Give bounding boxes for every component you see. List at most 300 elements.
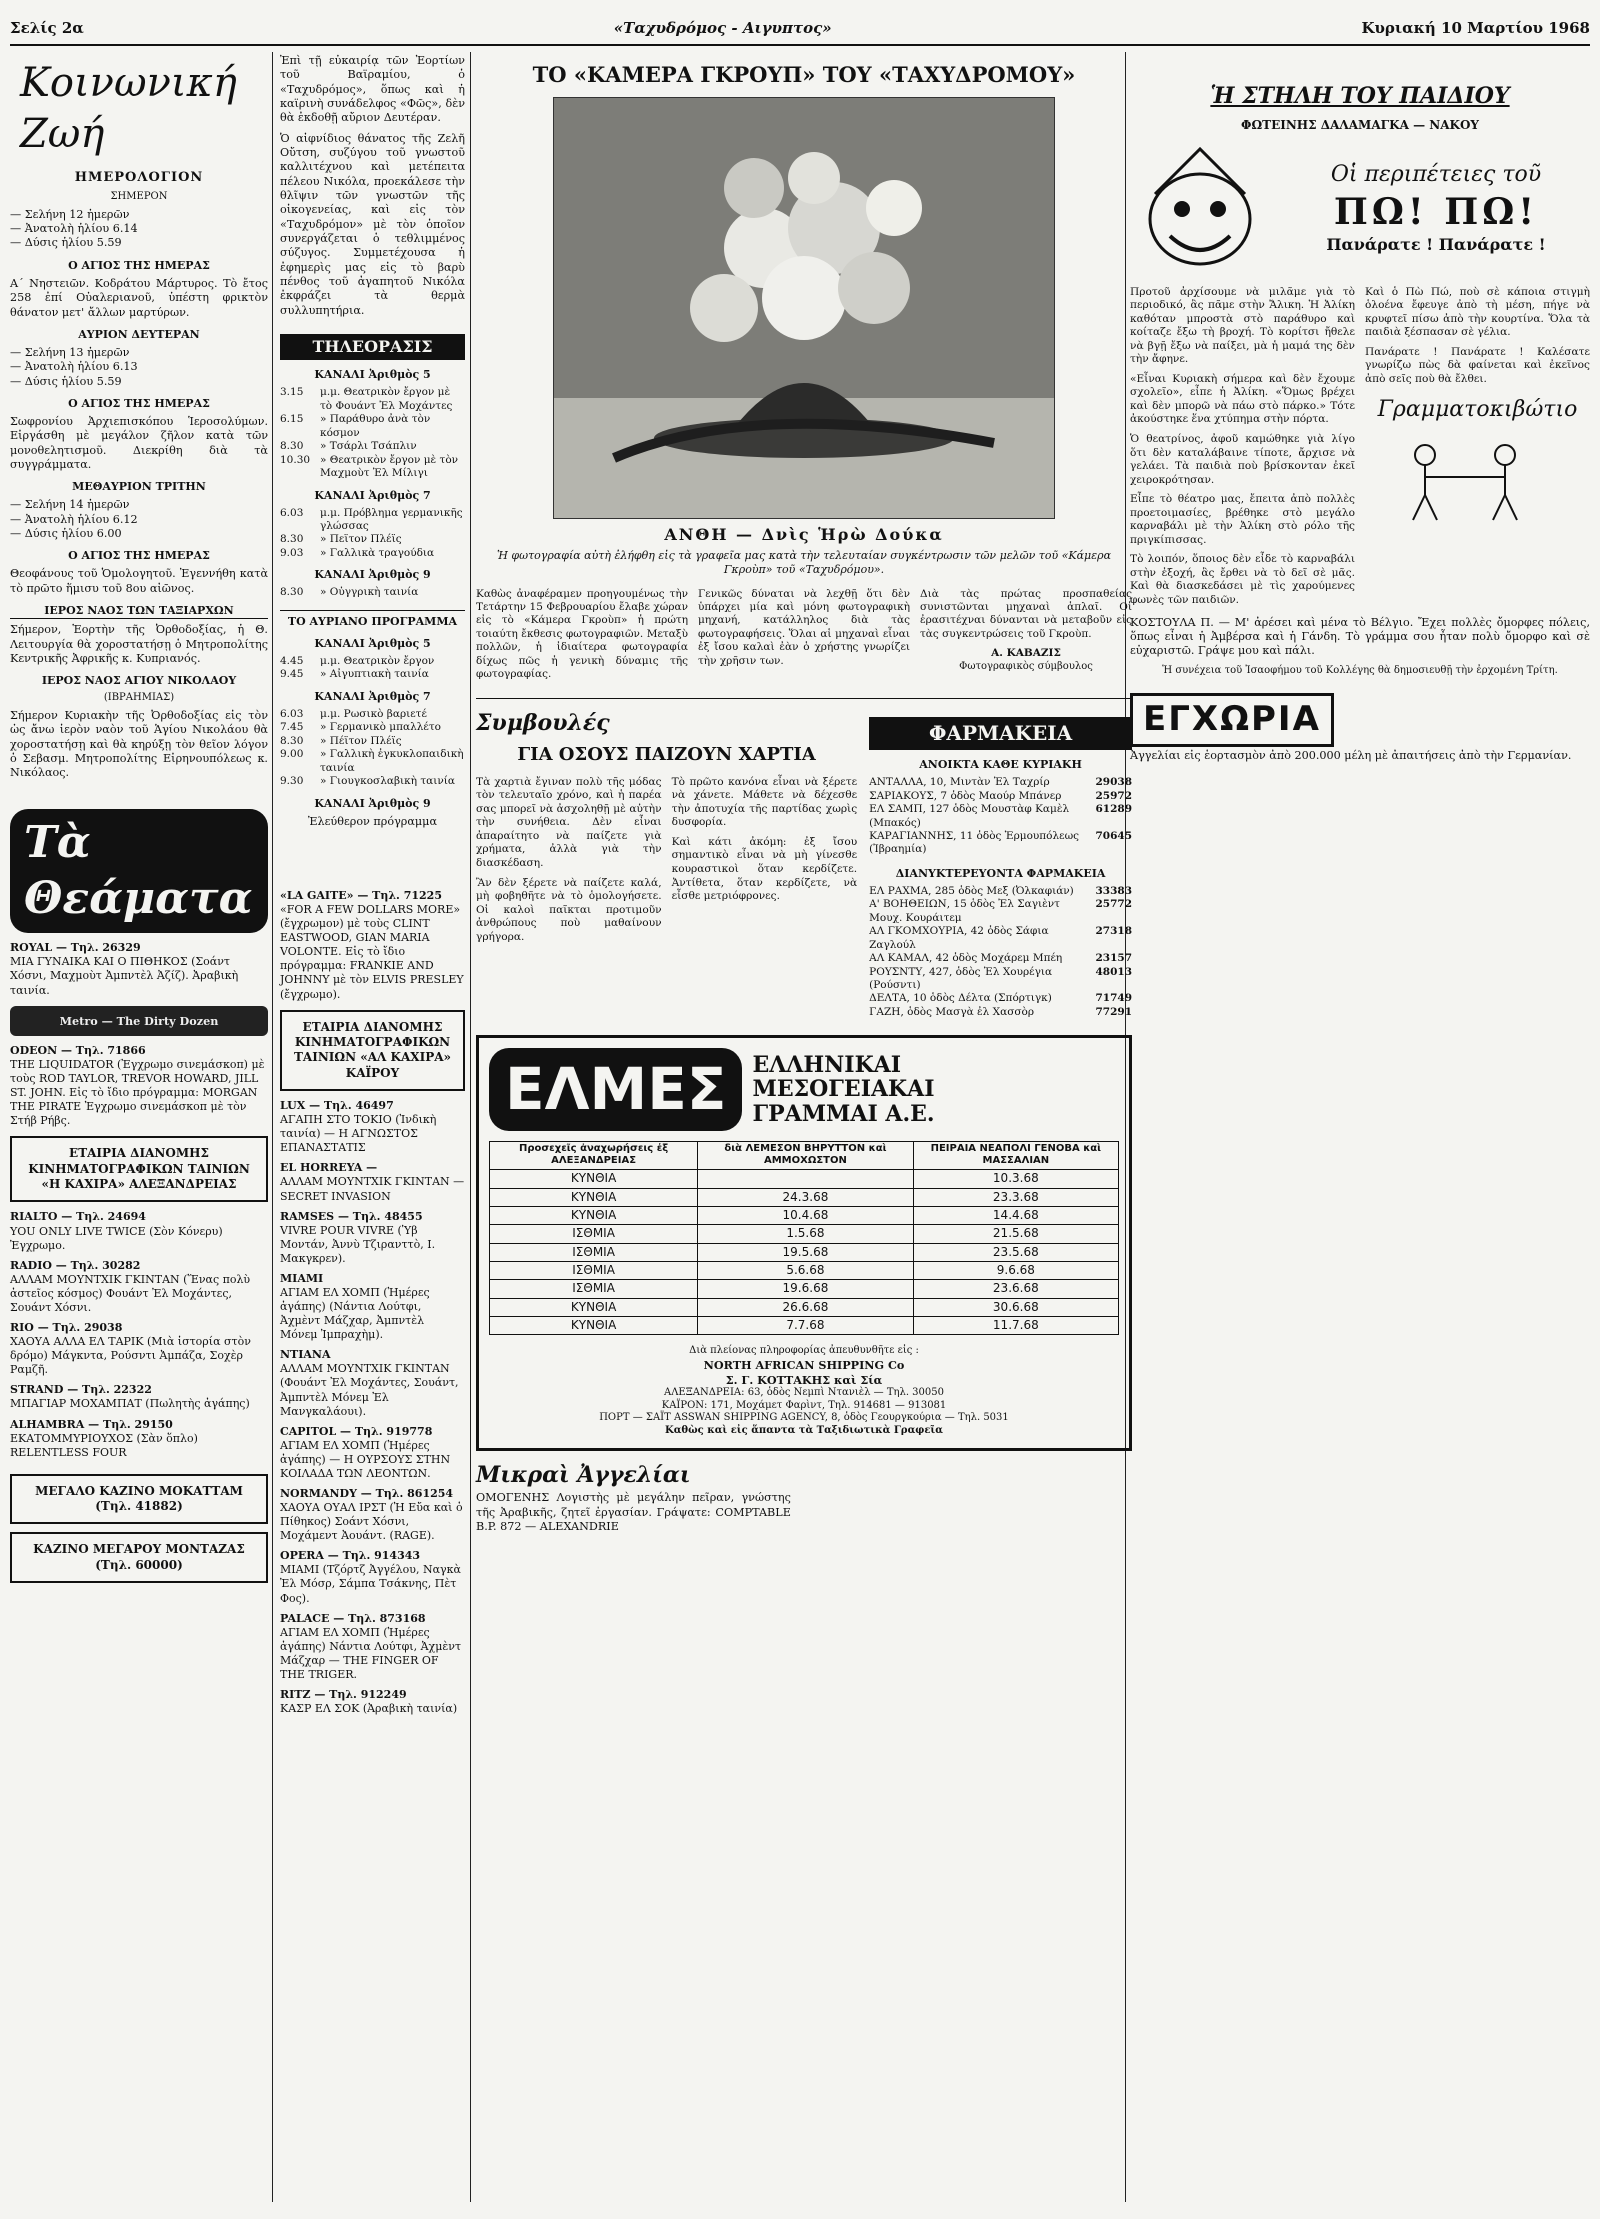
photo-caption-line: ΑΝΘΗ — Δνὶς Ἡρὼ Δούκα — [664, 524, 944, 544]
elmes-agent: Σ. Γ. ΚΟΤΤΑΚΗΣ καὶ Σία — [725, 1372, 883, 1387]
camera-group-title: ΤΟ «ΚΑΜΕΡΑ ΓΚΡΟΥΠ» ΤΟΥ «ΤΑΧΥΔΡΟΜΟΥ» — [532, 62, 1076, 87]
distribution-company-alexandria: ΕΤΑΙΡΙΑ ΔΙΑΝΟΜΗΣ ΚΙΝΗΜΑΤΟΓΡΑΦΙΚΩΝ ΤΑΙΝΙΩΝ «Η ΚΑΧΙΡΑ» ΑΛΕΞΑΝΔΡΕΙΑΣ — [10, 1136, 268, 1202]
cinema-name: ROYAL — Τηλ. 26329 — [10, 941, 141, 955]
pharmacy-phone: 48013 — [1095, 965, 1132, 978]
cinema-listing — [280, 1272, 465, 1342]
flowers-photo — [553, 97, 1055, 519]
tv-time: 6.03 — [280, 506, 304, 519]
newspaper-name: «Ταχυδρόμος - Αιγυπτος» — [613, 19, 832, 37]
pharmacy-open-label: ΑΝΟΙΚΤΑ ΚΑΘΕ ΚΥΡΙΑΚΗ — [919, 758, 1082, 772]
advice-article-title: ΓΙΑ ΟΣΟΥΣ ΠΑΙΖΟΥΝ ΧΑΡΤΙΑ — [517, 743, 816, 765]
tv-time: 8.30 — [280, 533, 304, 546]
pharmacy-phone: 33383 — [1095, 884, 1132, 897]
tv-row — [280, 668, 465, 681]
ship-name: ΙΣΘΜΙΑ — [490, 1243, 698, 1261]
pharmacy-phone: 27318 — [1095, 925, 1132, 938]
cinema-name: ALHAMBRA — Τηλ. 29150 — [10, 1417, 173, 1431]
cinema-listing — [280, 1348, 465, 1418]
cinema-program: ΑΓΙΑΜ ΕΛ ΧΟΜΠ (Ἡμέρες ἀγάπης) Νάντια Λούτφι, Ἀχμὲντ Μάζχαρ — THE FINGER OF THE TRIGER. — [280, 1625, 462, 1681]
tv-program: » Πεϊτον Πλέϊς — [320, 533, 402, 546]
departure-east: 26.6.68 — [698, 1298, 913, 1316]
kids-story-body — [1130, 284, 1590, 614]
casino-montaza-ad: ΚΑΖΙΝΟ ΜΕΓΑΡΟΥ ΜΟΝΤΑΖΑΣ (Τηλ. 60000) — [10, 1532, 268, 1583]
tv-program: » Γαλλικὴ ἐγκυκλοπαιδικὴ ταινία — [320, 748, 464, 774]
schedule-row — [490, 1170, 1119, 1188]
issue-date: Κυριακή 10 Μαρτίου 1968 — [1361, 19, 1590, 37]
tv-channel: ΚΑΝΑΛΙ Ἀριθμὸς 5 — [314, 636, 431, 650]
pharmacy-phone: 29038 — [1095, 776, 1132, 789]
distribution-company-cairo: ΕΤΑΙΡΙΑ ΔΙΑΝΟΜΗΣ ΚΙΝΗΜΑΤΟΓΡΑΦΙΚΩΝ ΤΑΙΝΙΩΝ «ΑΛ ΚΑΧΙΡΑ» ΚΑΪΡΟΥ — [280, 1010, 465, 1091]
departure-east — [698, 1170, 913, 1188]
schedule-row — [490, 1206, 1119, 1224]
pharmacy-row — [869, 966, 1132, 993]
tv-row — [280, 721, 465, 734]
tv-channel: ΚΑΝΑΛΙ Ἀριθμὸς 7 — [314, 689, 431, 703]
tv-program: » Τσάρλι Τσάπλιν — [320, 440, 417, 453]
pharmacy-name: ΑΛ ΓΚΟΜΧΟΥΡΙΑ, 42 ὁδὸς Σάφια Ζαγλούλ — [869, 925, 1049, 951]
saint-day-after-text: Θεοφάνους τοῦ Ὁμολογητοῦ. Ἐγεννήθη κατὰ τὸ πρῶτο ἥμισυ τοῦ 8ου αἰῶνος. — [10, 567, 268, 595]
cinema-program: VIVRE POUR VIVRE (Ὑβ Μοντάν, Ἀννὺ Τζιρανττὸ, Ι. Μακγκρεν). — [280, 1223, 436, 1265]
day-after-line: — Σελήνη 14 ἡμερῶν — [10, 498, 130, 512]
cinema-program: ΧΑΟΥΑ ΟΥΑΛ ΙΡΣΤ (Ἡ Εὔα καὶ ὁ Πίθηκος) Σοάντ Χόσνι, Μοχάμεντ Ἀουάντ. (RAGE). — [280, 1501, 463, 1543]
camera-paragraph: Γενικῶς δύναται νὰ λεχθῇ ὅτι δὲν ὑπάρχει μία καὶ μόνη φωτογραφικὴ μηχανή, κατάλληλος διὰ τὰς φωτογραφήσεις. Ὅλαι αἱ μηχαναὶ εἶναι ἐξ ἴσου καλαὶ ἐὰν ὁ χρήστης γνωρίζει τὴν χρῆσιν των. — [698, 587, 910, 667]
cinema-program: ΜΙΑΜΙ (Τζόρτζ Ἀγγέλου, Ναγκὰ Ἐλ Μόσρ, Σάμπα Τσάκνης, Πὲτ Φος). — [280, 1563, 461, 1605]
departure-east: 19.5.68 — [698, 1243, 913, 1261]
pharmacy-row — [869, 776, 1132, 789]
saint-day-after-title: Ο ΑΓΙΟΣ ΤΗΣ ΗΜΕΡΑΣ — [68, 549, 210, 563]
tv-title: ΤΗΛΕΟΡΑΣΙΣ — [280, 334, 465, 360]
tv-time: 8.30 — [280, 734, 304, 747]
ship-name: ΙΣΘΜΙΑ — [490, 1261, 698, 1279]
tv-row — [280, 413, 465, 440]
cinema-listing — [280, 1099, 465, 1155]
camera-paragraph: Διὰ τὰς πρώτας προσπαθείας συνιστῶνται μηχαναὶ ἁπλαῖ. Οἱ ἐρασιτέχναι δύνανται νὰ μεταβοῦν εἰς τὰς συγκεντρώσεις τοῦ Γκροὺπ. — [920, 587, 1132, 640]
camera-article-col — [920, 586, 1132, 688]
cinema-name: «LA GAITE» — Τηλ. 71225 — [280, 889, 442, 902]
schedule-row — [490, 1317, 1119, 1335]
departure-west: 14.4.68 — [913, 1206, 1118, 1224]
page-header — [10, 12, 1590, 46]
cinema-name: LUX — Τηλ. 46497 — [280, 1099, 394, 1113]
pharmacy-name: ΓΑΖΗ, ὁδὸς Μασγὰ ἐλ Χασσὸρ — [869, 1005, 1035, 1018]
kids-story-name: ΠΩ! ΠΩ! — [1333, 191, 1539, 234]
tv-schedule — [280, 386, 465, 480]
advice-col — [476, 774, 662, 951]
departure-west: 23.6.68 — [913, 1280, 1118, 1298]
elmes-address: ΚΑΪΡΟΝ: 171, Μοχάμετ Φαρὶντ, Τηλ. 914681 — 913081 — [661, 1399, 947, 1411]
tv-row — [280, 708, 465, 721]
cinema-listing — [280, 1688, 465, 1716]
elmes-address: ΑΛΕΞΑΝΔΡΕΙΑ: 63, ὁδὸς Νεμπὶ Ντανιὲλ — Τηλ. 30050 — [663, 1386, 944, 1398]
tv-program: μ.μ. Θεατρικὸν ἔργον μὲ τὸ Φουάντ Ἐλ Μοχάντες — [320, 386, 453, 412]
cinema-name: RIALTO — Τηλ. 24694 — [10, 1210, 146, 1224]
casino-mokattam-ad: ΜΕΓΑΛΟ ΚΑΖΙΝΟ ΜΟΚΑΤΤΑΜ (Τηλ. 41882) — [10, 1474, 268, 1525]
departure-east: 7.7.68 — [698, 1317, 913, 1335]
notices-column — [280, 52, 465, 1722]
cinema-program: THE LIQUIDATOR (Ἐγχρωμο σινεμάσκοπ) μὲ τοὺς ROD TAYLOR, TREVOR HOWARD, JILL ST. JOHN. Εἰς τὸ ἴδιο πρόγραμμα: MORGAN THE PIRATE Ἐγχρωμο σινεμάσκοπ μὲ τὸν Στήβ Ρήβς. — [10, 1058, 265, 1128]
cinema-name: MIAMI — [280, 1271, 324, 1285]
ship-name: ΚΥΝΘΙΑ — [490, 1188, 698, 1206]
pharmacy-phone: 25772 — [1095, 898, 1132, 911]
church1-title: ΙΕΡΟΣ ΝΑΟΣ ΤΩΝ ΤΑΞΙΑΡΧΩΝ — [10, 604, 268, 619]
tv-program: » Παράθυρο ἀνὰ τὸν κόσμον — [320, 413, 431, 439]
elmes-agent: NORTH AFRICAN SHIPPING Co — [703, 1358, 905, 1373]
schedule-row — [490, 1225, 1119, 1243]
church2-sub: (ΙΒΡΑΗΜΙΑΣ) — [103, 692, 175, 704]
kids-col — [1130, 284, 1355, 614]
advice-section-title: Συμβουλές — [476, 709, 610, 736]
advice-paragraph: Ἂν δὲν ξέρετε νὰ παίζετε καλά, μὴ φοβηθῆτε νὰ τὸ ὁμολογήσετε. Οἱ καλοὶ παῖκται προτιμοῦν ἀνθρώπους ποὺ μαθαίνουν γρήγορα. — [476, 876, 662, 943]
tv-channel: ΚΑΝΑΛΙ Ἀριθμὸς 9 — [314, 796, 431, 810]
cinema-name: RIO — Τηλ. 29038 — [10, 1321, 123, 1335]
today-line: — Ἀνατολὴ ἡλίου 6.14 — [10, 222, 138, 236]
egxoria-text: Ἀγγελίαι εἰς ἑορτασμὸν ἀπὸ 200.000 μέλη μὲ ἀπαιτήσεις ἀπὸ τὴν Γερμανίαν. — [1130, 748, 1572, 762]
sailing-schedule-table — [489, 1141, 1119, 1336]
cinema-listing — [280, 1161, 465, 1203]
tv-row — [280, 386, 465, 413]
cinema-listing — [280, 889, 465, 1002]
departure-east: 10.4.68 — [698, 1206, 913, 1224]
pharmacy-name: ΣΑΡΙΑΚΟΥΣ, 7 ὁδὸς Μαούρ Μπάνερ — [869, 789, 1062, 802]
pharmacy-row — [869, 952, 1132, 965]
advice-paragraph: Τὸ πρῶτο κανόνα εἶναι νὰ ξέρετε νὰ χάνετε. Μάθετε νὰ δέχεσθε τὴν ἀποτυχία τῆς παρτίδας χωρὶς δυσφορία. — [671, 775, 858, 829]
tv-time: 6.15 — [280, 413, 304, 426]
tv-time: 4.45 — [280, 655, 304, 668]
cinema-name: CAPITOL — Τηλ. 919778 — [280, 1424, 433, 1438]
elmes-ad — [476, 1035, 1132, 1451]
cinema-name: NTIANA — [280, 1348, 331, 1362]
pharmacy-name: ΚΑΡΑΓΙΑΝΝΗΣ, 11 ὁδὸς Ἑρμουπόλεως (Ἰβραημία) — [869, 829, 1080, 856]
elmes-info: Διὰ πλείονας πληροφορίας ἀπευθυνθῆτε εἰς : — [689, 1345, 919, 1357]
page-number: Σελίς 2α — [10, 19, 84, 37]
kids-paragraph: Τὸ λοιπόν, ὅποιος δὲν εἶδε τὸ καρναβάλι στὴν ἐξοχή, ἂς ἔρθει νὰ τὸ δεῖ σὲ μᾶς. Καὶ θὰ διασκεδάσει μὲ τὶς χαρούμενες φωνὲς τῶν παιδιῶν. — [1130, 553, 1355, 606]
tv-row — [280, 735, 465, 748]
theamata-banner: Τὰ Θεάματα — [10, 809, 268, 934]
tomorrow-tv-title: ΤΟ ΑΥΡΙΑΝΟ ΠΡΟΓΡΑΜΜΑ — [280, 610, 465, 629]
column-rule — [470, 52, 471, 2202]
cinema-listing — [280, 1425, 465, 1481]
camera-signature: Α. ΚΑΒΑΖΙΣ — [991, 647, 1061, 660]
saint-today-text: Α΄ Νηστειῶν. Κοδράτου Μάρτυρος. Τὸ ἔτος 258 ἐπί Οὐαλεριανοῦ, ὑπέστη φρικτὸν θάνατον μετ' ἄλλων μαρτύρων. — [10, 276, 268, 319]
cinema-listing — [10, 941, 268, 997]
departure-west: 10.3.68 — [913, 1170, 1118, 1188]
photo-title: ΑΝΘΗ — [664, 524, 729, 544]
church2-text: Σήμερον Κυριακὴν τῆς Ὀρθοδοξίας εἰς τὸν ὡς ἄνω ἱερὸν ναὸν τοῦ Ἁγίου Νικολάου θὰ χοροστατήσῃ καὶ θὰ κηρύξῃ τὸν θεῖον λόγον ὁ Σεβασμ. Μητροπολίτης Εἰρηνουπόλεως κ. Νικόλαος. — [10, 709, 268, 780]
tv-program: » Γερμανικὸ μπαλλέτο — [320, 721, 441, 734]
church1-text: Σήμερον, Ἑορτὴν τῆς Ὀρθοδοξίας, ἡ Θ. Λειτουργία θὰ χοροστατήσῃ ὁ Μητροπολίτης Κεντρικῆς Ἀφρικῆς κ. Κυπριανός. — [10, 623, 268, 665]
saint-tomorrow-title: Ο ΑΓΙΟΣ ΤΗΣ ΗΜΕΡΑΣ — [68, 396, 210, 410]
pharmacy-row — [869, 885, 1132, 898]
day-after-line: — Ἀνατολὴ ἡλίου 6.12 — [10, 512, 138, 526]
cinema-name: RITZ — Τηλ. 912249 — [280, 1688, 407, 1702]
schedule-header-row — [490, 1141, 1119, 1170]
photo-caption: Ἡ φωτογραφία αὐτὴ ἐλήφθη εἰς τὰ γραφεῖα μας κατὰ τὴν τελευταίαν συγκέντρωσιν τῶν μελῶν τοῦ «Κάμερα Γκροὺπ» τοῦ «Ταχυδρόμου». — [496, 549, 1112, 577]
schedule-row — [490, 1243, 1119, 1261]
camera-article-col — [476, 586, 688, 688]
tv-program: » Θεατρικὸν ἔργον μὲ τὸν Μαχμοὺτ Ἐλ Μίλιγι — [320, 453, 459, 480]
cinema-name: EL HORREYA — — [280, 1161, 378, 1175]
tv-time: 10.30 — [280, 453, 311, 466]
cinema-program: ΑΓΙΑΜ ΕΛ ΧΟΜΠ (Ἡμέρες ἀγάπης) (Νάντια Λούτφι, Ἀχμὲντ Μάζχαρ, Ἀμπντὲλ Μόνεμ Ἰμπραχὴμ). — [280, 1286, 430, 1342]
elmes-name-line: ΜΕΣΟΓΕΙΑΚΑΙ — [752, 1076, 935, 1103]
camera-paragraph: Καθὼς ἀναφέραμεν προηγουμένως τὴν Τετάρτην 15 Φεβρουαρίου ἔλαβε χώραν εἰς τὸ «Κάμερα Γκροὺπ» ἡ πρώτη τοιαύτη ἔκθεσις φωτογραφιῶν. Μεταξὺ πολλῶν, ἡ ἰδιαίτερα φωτογραφία δίχως πῶς ἡ γενικὴ δύναμις τῆς φωτογραφίας. — [476, 587, 688, 681]
advice-section — [476, 709, 857, 1020]
tv-time: 9.45 — [280, 668, 304, 681]
classified-section — [476, 1461, 791, 1534]
camera-article — [476, 586, 1132, 688]
departure-east: 1.5.68 — [698, 1225, 913, 1243]
day-after-line: — Δύσις ἡλίου 6.00 — [10, 527, 122, 541]
pharmacy-name: ΑΛ ΚΑΜΑΛ, 42 ὁδὸς Μοχάρεμ Μπέη — [869, 952, 1063, 965]
kids-paragraph: Καὶ ὁ Πὼ Πώ, ποὺ σὲ κάποια στιγμὴ ὁλοένα ἔφευγε ἀπὸ τὴ μέση, πήγε νὰ κρυφτεῖ πίσω ἀπὸ τὴν κουρτίνα. Ὅλα τὰ παιδιὰ ξέσπασαν σὲ γέλια. — [1365, 285, 1590, 339]
day-after-label: ΜΕΘΑΥΡΙΟΝ ΤΡΙΤΗΝ — [72, 480, 206, 494]
ship-name: ΚΥΝΘΙΑ — [490, 1298, 698, 1316]
kids-continuation: Ἡ συνέχεια τοῦ Ἰσαοφήμου τοῦ Κολλέγης θὰ δημοσιευθῇ τὴν ἐρχομένη Τρίτη. — [1162, 664, 1558, 676]
pharmacy-row — [869, 1006, 1132, 1019]
kids-header — [1130, 144, 1590, 274]
kids-column — [1130, 52, 1590, 769]
cinema-listing — [10, 1259, 268, 1315]
tv-program: » Γιουγκοσλαβικὴ ταινία — [320, 775, 455, 788]
tv-time: 8.30 — [280, 440, 304, 453]
kids-paragraph: Ὁ θεατρίνος, ἀφοῦ καμώθηκε γιὰ λίγο ὅτι δὲν καταλάβαινε τίποτε, ἄρχισε νὰ γελάει. Τὰ παιδιὰ ποὺ βρίσκονταν ἐκεῖ χειροκρότησαν. — [1130, 432, 1355, 486]
cinema-program: ΜΠΑΓΙΑΡ ΜΟΧΑΜΠΑΤ (Πωλητὴς ἀγάπης) — [10, 1397, 250, 1411]
tv-row — [280, 440, 465, 453]
tv-row — [280, 533, 465, 546]
elmes-name-line: ΓΡΑΜΜΑΙ Α.Ε. — [752, 1100, 935, 1127]
cinema-listings-right — [280, 889, 465, 1716]
kids-paragraph: «Εἶναι Κυριακὴ σήμερα καὶ δὲν ἔχουμε σχολεῖο», εἶπε ἡ Ἀλίκη. «Ὅμως βρέχει καὶ δὲν μπορῶ νὰ πάω στὸ πάρκο.» Τότε ἀκούστηκε ἕνα χτύπημα στὴν πόρτα. — [1130, 372, 1355, 426]
saint-tomorrow-text: Σωφρονίου Ἀρχιεπισκόπου Ἱεροσολύμων. Εἰργάσθη μὲ μεγάλον ζῆλον κατὰ τῶν μονοθελητισμοῦ. Διεκρίθη διὰ τὰ συγγράμματα. — [10, 414, 268, 471]
kids-story-title-block — [1282, 161, 1590, 256]
tv-program: » Αἰγυπτιακὴ ταινία — [320, 668, 429, 681]
tv-program-text: Ἐλεύθερον πρόγραμμα — [307, 814, 437, 828]
cinema-listing — [10, 1418, 268, 1460]
cinema-program: ΜΙΑ ΓΥΝΑΙΚΑ ΚΑΙ Ο ΠΙΘΗΚΟΣ (Σοάντ Χόσνι, Μαχμοὺτ Ἀμπντὲλ Ἀζίζ). Ἀραβικὴ ταινία. — [10, 955, 239, 997]
kids-paragraph: Προτοῦ ἀρχίσουμε νὰ μιλᾶμε γιὰ τὸ περιοδικό, ἂς πᾶμε στὴν Ἄλικη. Ἡ Ἀλίκη καθόταν μπροστὰ στὸ παράθυρο καὶ κοίταζε ἔξω τὴ βροχή. Τὸ κορίτσι ἤθελε νὰ βγῇ ἔξω νὰ παίξει, μὰ ἡ μαμά της δὲν τὴν ἄφηνε. — [1130, 285, 1355, 366]
church2-title: ΙΕΡΟΣ ΝΑΟΣ ΑΓΙΟΥ ΝΙΚΟΛΑΟΥ — [41, 674, 237, 688]
pharmacy-row — [869, 925, 1132, 952]
tv-row — [280, 454, 465, 481]
obituary-notice: Ὁ αἰφνίδιος θάνατος τῆς Ζελῆ Οὔτση, συζύγου τοῦ γνωστοῦ καλλιτέχνου καὶ μετέπειτα πέλεου Νικόλα, προεκάλεσε τὴν θλῖψιν τῶν γνωστῶν τῆς οἰκογενείας, καὶ εἰς τὸν «Ταχυδρόμον» μὲ τὸν ὁποῖον συνεργάζεται ὁ τεθλιμμένος σύζυγος. Συμμετέχουσα ἡ ἐφημερὶς μας εἰς τὸ βαρὺ πένθος τοῦ ἀγαπητοῦ Νικόλα ἐκφράζει τὰ θερμὰ συλλυπητήρια. — [280, 131, 465, 317]
pharmacy-row — [869, 790, 1132, 803]
cinema-listing — [10, 1383, 268, 1411]
tv-row — [280, 655, 465, 668]
kids-paragraph: Εἶπε τὸ θέατρο μας, ἔπειτα ἀπὸ πολλὲς προετοιμασίες, βρέθηκε στὸ μεγάλο καρναβάλι μὲ τὴν Ἀλίκη στὸ ρόλο τῆς πριγκίπισσας. — [1130, 493, 1355, 546]
kids-paragraph: Πανάρατε ! Πανάρατε ! Καλέσατε γνωρίζω πὼς δὰ φαίνεται καὶ ἐκεῖνος ἀπὸ σεῖς ποὺ θὰ ἔλθει. — [1365, 345, 1590, 385]
classified-text: ΟΜΟΓΕΝΗΣ Λογιστὴς μὲ μεγάλην πεῖραν, γνώστης τῆς Ἀραβικῆς, ζητεῖ ἐργασίαν. Γράψατε: COMPTABLE B.P. 872 — ALEXANDRIE — [476, 1491, 791, 1533]
tv-row — [280, 748, 465, 775]
cinema-listing — [10, 1044, 268, 1128]
elmes-name — [752, 1053, 934, 1126]
photo-author: Δνὶς Ἡρὼ Δούκα — [761, 524, 944, 544]
departure-east: 5.6.68 — [698, 1261, 913, 1279]
flowers-illustration — [554, 98, 1054, 518]
schedule-header: ΠΕΙΡΑΙΑ ΝΕΑΠΟΛΙ ΓΕΝΟΒΑ καὶ ΜΑΣΣΑΛΙΑΝ — [913, 1141, 1118, 1170]
cinema-program: ΑΛΛΑΜ ΜΟΥΝΤΧΙΚ ΓΚΙΝΤΑΝ — SECRET INVASION — [280, 1175, 465, 1203]
advice-col — [672, 774, 858, 951]
tv-time: 9.30 — [280, 775, 304, 788]
tomorrow-line: — Σελήνη 13 ἡμερῶν — [10, 345, 130, 359]
schedule-header: διὰ ΛΕΜΕΣΟΝ ΒΗΡΥΤΤΟΝ καὶ ΑΜΜΟΧΩΣΤΟΝ — [698, 1141, 913, 1170]
pharmacy-duty-title: ΔΙΑΝΥΚΤΕΡΕΥΟΝΤΑ ΦΑΡΜΑΚΕΙΑ — [895, 866, 1106, 880]
egxoria-title: ΕΓΧΩΡΙΑ — [1130, 693, 1334, 747]
kids-mailbox-title: Γραμματοκιβώτιο — [1377, 397, 1578, 423]
cinema-name: NORMANDY — Τηλ. 861254 — [280, 1487, 454, 1501]
ship-name: ΚΥΝΘΙΑ — [490, 1206, 698, 1224]
tv-program: » Οὐγγρικὴ ταινία — [320, 586, 419, 599]
movie-ad: Metro — The Dirty Dozen — [10, 1006, 268, 1036]
pharmacy-name: ΡΟΥΣΝΤΥ, 427, ὁδὸς Ἐλ Χουρέγια (Ρούσντι) — [869, 965, 1053, 991]
advice-article-body — [476, 774, 857, 951]
cinema-program: YOU ONLY LIVE TWICE (Σὸν Κόνερυ) Ἐγχρωμο. — [10, 1224, 223, 1252]
tv-row — [280, 507, 465, 534]
cinema-listing — [280, 1612, 465, 1682]
cinema-listing — [280, 1549, 465, 1605]
camera-article-col — [698, 586, 910, 688]
main-column — [476, 52, 1132, 1540]
cinema-program: ΑΛΛΑΜ ΜΟΥΝΤΧΙΚ ΓΚΙΝΤΑΝ (Φουάντ Ἐλ Μοχάντες, Σουάντ, Ἀμπντὲλ Μόνεμ Ἐλ Μανγκαλάουι). — [280, 1362, 459, 1418]
tv-row — [280, 547, 465, 560]
departure-west: 9.6.68 — [913, 1261, 1118, 1279]
ship-name: ΚΥΝΘΙΑ — [490, 1170, 698, 1188]
camera-signature-role: Φωτογραφικὸς σύμβουλος — [959, 660, 1093, 672]
tv-program: » Γαλλικὰ τραγούδια — [320, 546, 435, 559]
schedule-row — [490, 1298, 1119, 1316]
tomorrow-line: — Ἀνατολὴ ἡλίου 6.13 — [10, 360, 138, 374]
children-drawing-icon — [1365, 435, 1575, 525]
calendar-title: ΗΜΕΡΟΛΟΓΙΟΝ — [74, 170, 204, 186]
holiday-notice: Ἐπὶ τῇ εὐκαιρίᾳ τῶν Ἑορτίων τοῦ Βαϊραμίου, ὁ «Ταχυδρόμος», ὅπως καὶ ἡ καϊρινὴ συνάδελφος «Φῶς», δὲν θὰ ἐκδοθῇ αὔριον Δευτέραν. — [280, 54, 465, 125]
cinema-listing — [280, 1487, 465, 1543]
kids-letter: ΚΟΣΤΟΥΛΑ Π. — Μ' ἀρέσει καὶ μένα τὸ Βέλγιο. Ἔχει πολλὲς ὄμορφες πόλεις, ὅπως εἶναι ἡ Ἀμβέρσα καὶ ἡ Γάνδη. Τὸ γράμμα σου ἦταν πολὺ ὄμορφο καὶ σὲ εὐχαριστῶ. Γράψε μου καὶ πάλι. — [1130, 615, 1590, 658]
schedule-row — [490, 1261, 1119, 1279]
elmes-footer: Καθὼς καὶ εἰς ἅπαντα τὰ Ταξιδιωτικὰ Γραφεῖα — [665, 1425, 943, 1437]
schedule-row — [490, 1280, 1119, 1298]
tv-schedule — [280, 507, 465, 561]
pharmacy-name: ΑΝΤΑΛΛΑ, 10, Μιντὰν Ἐλ Ταχρίρ — [869, 776, 1050, 789]
today-label: ΣΗΜΕΡΟΝ — [110, 191, 168, 202]
clown-face-icon — [1130, 144, 1270, 274]
advice-paragraph: Καὶ κάτι ἀκόμη: ἐξ ἴσου σημαντικὸ εἶναι νὰ μὴ γίνεσθε κουραστικοὶ ὅταν κερδίζετε. Ἀντίθετα, ὅταν κερδίζετε, νὰ εἶσθε μετριόφρονες. — [671, 835, 858, 903]
cinema-program: «FOR A FEW DOLLARS MORE» (ἔγχρωμον) μὲ τοὺς CLINT EASTWOOD, GIAN MARIA VOLONTE. Εἰς τὸ ἴδιο πρόγραμμα: FRANKIE AND JOHNNY μὲ τὸν ELVIS PRESLEY (ἔγχρωμο). — [280, 903, 464, 1001]
departure-west: 23.5.68 — [913, 1243, 1118, 1261]
elmes-logo: ΕΛΜΕΣ — [489, 1048, 742, 1130]
lower-main — [476, 709, 1132, 1020]
tv-time: 9.00 — [280, 748, 304, 761]
pharmacy-list — [869, 776, 1132, 857]
section-divider — [476, 698, 1132, 699]
pharmacy-row — [869, 830, 1132, 857]
ship-name: ΙΣΘΜΙΑ — [490, 1280, 698, 1298]
departure-east: 24.3.68 — [698, 1188, 913, 1206]
schedule-row — [490, 1188, 1119, 1206]
classified-title: Μικραὶ Ἀγγελίαι — [476, 1462, 691, 1489]
pharmacy-name: ΕΛ ΡΑΧΜΑ, 285 ὁδὸς Μεξ (Ὀλκαφιάν) — [869, 884, 1074, 897]
kids-col — [1365, 284, 1590, 614]
cinema-name: RAMSES — Τηλ. 48455 — [280, 1209, 423, 1223]
pharmacy-phone: 25972 — [1095, 789, 1132, 802]
kids-story-title: Οἱ περιπέτειες τοῦ — [1330, 162, 1542, 188]
tomorrow-label: ΑΥΡΙΟΝ ΔΕΥΤΕΡΑΝ — [78, 327, 200, 341]
cinema-name: PALACE — Τηλ. 873168 — [280, 1611, 426, 1625]
pharmacy-row — [869, 803, 1132, 830]
cinema-name: RADIO — Τηλ. 30282 — [10, 1258, 141, 1272]
departure-west: 30.6.68 — [913, 1298, 1118, 1316]
pharmacy-section — [869, 709, 1132, 1020]
column-rule — [272, 52, 273, 2202]
cinema-program: ΚΑΣΡ ΕΛ ΣΟΚ (Ἀραβικὴ ταινία) — [280, 1702, 458, 1716]
schedule-header: Προσεχεῖς ἀναχωρήσεις ἐξ ΑΛΕΞΑΝΔΡΕΙΑΣ — [490, 1141, 698, 1170]
pharmacy-list — [869, 885, 1132, 1019]
tv-time: 8.30 — [280, 586, 304, 599]
pharmacy-phone: 23157 — [1095, 952, 1132, 965]
pharmacy-name: ΕΛ ΣΑΜΠ, 127 ὁδὸς Μουστὰφ Καμὲλ (Μπακός) — [869, 803, 1070, 829]
elmes-port: ΠΟΡΤ — ΣΑΪΤ ASSWAN SHIPPING AGENCY, 8, ὁδὸς Γεουργκούρια — Τηλ. 5031 — [599, 1412, 1009, 1424]
pharmacy-phone: 71749 — [1095, 992, 1132, 1005]
tv-time: 9.03 — [280, 546, 304, 559]
departure-west: 23.3.68 — [913, 1188, 1118, 1206]
pharmacy-row — [869, 992, 1132, 1005]
ship-name: ΚΥΝΘΙΑ — [490, 1317, 698, 1335]
pharmacy-phone: 77291 — [1095, 1005, 1132, 1018]
cinema-program: ΑΓΙΑΜ ΕΛ ΧΟΜΠ (Ἡμέρες ἀγάπης) — Η ΟΥΡΣΟΥΣ ΣΤΗΝ ΚΟΙΛΑΔΑ ΤΩΝ ΛΕΟΝΤΩΝ. — [280, 1438, 451, 1480]
departure-east: 19.6.68 — [698, 1280, 913, 1298]
elmes-header — [489, 1048, 1119, 1130]
kids-story-subtitle: Πανάρατε ! Πανάρατε ! — [1326, 235, 1546, 255]
tv-program: μ.μ. Πρόβλημα γερμανικῆς γλώσσας — [320, 506, 463, 533]
ship-name: ΙΣΘΜΙΑ — [490, 1225, 698, 1243]
cinema-program: ΕΚΑΤΟΜΜΥΡΙΟΥΧΟΣ (Σὰν ὅπλο) RELENTLESS FOUR — [10, 1431, 198, 1459]
elmes-name-line: ΕΛΛΗΝΙΚΑΙ — [752, 1052, 902, 1079]
departure-west: 11.7.68 — [913, 1317, 1118, 1335]
kids-author: ΦΩΤΕΙΝΗΣ ΔΑΛΑΜΑΓΚΑ — ΝΑΚΟΥ — [1241, 118, 1479, 133]
tv-program: μ.μ. Ρωσικὸ βαριετέ — [320, 707, 427, 720]
tv-row — [280, 586, 465, 599]
tv-channel: ΚΑΝΑΛΙ Ἀριθμὸς 7 — [314, 488, 431, 502]
pharmacy-name: ΔΕΛΤΑ, 10 ὁδὸς Δέλτα (Σπόρτιγκ) — [869, 992, 1052, 1005]
cinema-name: STRAND — Τηλ. 22322 — [10, 1383, 152, 1397]
tv-channel: ΚΑΝΑΛΙ Ἀριθμὸς 5 — [314, 368, 431, 382]
tv-time: 3.15 — [280, 386, 304, 399]
departure-west: 21.5.68 — [913, 1225, 1118, 1243]
cinema-listing — [10, 1321, 268, 1377]
social-column — [10, 52, 268, 1591]
cinema-program: ΧΑΟΥΑ ΑΛΛΑ ΕΛ ΤΑΡΙΚ (Μιὰ ἱστορία στὸν δρόμο) Μάγκντα, Ρούσντι Ἀμπάζα, Σοχὲρ Ραμζῆ. — [10, 1335, 251, 1377]
tv-schedule — [280, 586, 465, 599]
today-line: — Σελήνη 12 ἡμερῶν — [10, 207, 130, 221]
tv-channel: ΚΑΝΑΛΙ Ἀριθμὸς 9 — [314, 568, 431, 582]
pharmacy-name: Α' ΒΟΗΘΕΙΩΝ, 15 ὁδὸς Ἐλ Σαγιὲντ Μουχ. Κουράιτεμ — [869, 898, 1060, 924]
tv-row — [280, 775, 465, 788]
tv-time: 6.03 — [280, 707, 304, 720]
tv-program: » Πέϊτον Πλέϊς — [320, 734, 402, 747]
cinema-listing — [10, 1210, 268, 1252]
tv-time: 7.45 — [280, 721, 304, 734]
advice-paragraph: Τὰ χαρτιὰ ἔγιναν πολὺ τῆς μόδας τὸν τελευταῖο χρόνο, καὶ ἡ παρέα σας μπορεῖ νὰ ἀσχοληθῇ μὲ αὐτὴν τὴν συνήθεια. Δὲν εἶναι ἀπαραίτητο νὰ παίζετε γιὰ χρήματα, ἀλλὰ γιὰ τὴν διασκέδαση. — [476, 775, 662, 870]
cinema-program: ΑΓΑΠΗ ΣΤΟ ΤΟΚΙΟ (Ἰνδικὴ ταινία) — Η ΑΓΝΩΣΤΟΣ ΕΠΑΝΑΣΤΑΤΙΣ — [280, 1113, 437, 1155]
social-masthead: Κοινωνική Ζωή — [20, 60, 237, 158]
tv-program: μ.μ. Θεατρικὸν ἔργον — [320, 655, 435, 668]
cinema-name: ODEON — Τηλ. 71866 — [10, 1043, 146, 1057]
kids-banner: Ἡ ΣΤΗΛΗ ΤΟΥ ΠΑΙΔΙΟΥ — [1210, 83, 1510, 109]
tomorrow-line: — Δύσις ἡλίου 5.59 — [10, 374, 122, 388]
tv-schedule — [280, 655, 465, 682]
saint-today-title: Ο ΑΓΙΟΣ ΤΗΣ ΗΜΕΡΑΣ — [68, 258, 210, 272]
cinema-program: ΑΛΛΑΜ ΜΟΥΝΤΧΙΚ ΓΚΙΝΤΑΝ (Ἕνας πολὺ ἀστεῖος κόσμος) Φουάντ Ἐλ Μοχάντες, Σουάντ Χόσνι. — [10, 1272, 251, 1314]
today-line: — Δύσις ἡλίου 5.59 — [10, 236, 122, 250]
pharmacy-phone: 61289 — [1095, 803, 1132, 816]
